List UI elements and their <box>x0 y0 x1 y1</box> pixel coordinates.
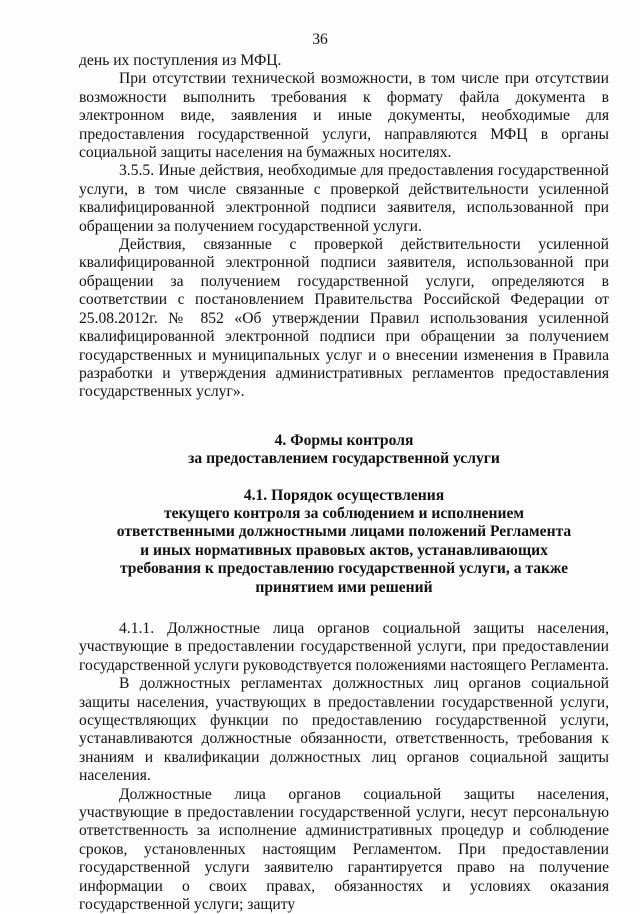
section-4-1-body <box>79 620 609 914</box>
section-heading <box>79 432 609 469</box>
paragraph-job-regulations: В должностных регламентах должностных лиц органов социальной защиты населения, участвующих в предоставлении государственной услуги, осуществляющих функции по предоставлению государственной услуги, устанавливаются должностные обязанности, ответственность, требования к знаниям и квалификации должностных лиц органов социальной защиты населения. <box>79 675 609 785</box>
subsection-title-line4: и иных нормативных правовых актов, устанавливающих <box>140 541 548 559</box>
document-body <box>79 52 609 914</box>
paragraph-signature-check: Действия, связанные с проверкой действительности усиленной квалифицированной электронной подписи заявителя, использованной при обращении за получением государственной услуги, определяются в соответствии с постановлением Правительства Российской Федерации от 25.08.2012г. № 852 «Об утверждении Правил использования усиленной квалифицированной электронной подписи при обращении за получением государственных и муниципальных услуг и о внесении изменения в Правила разработки и утверждения административных регламентов предоставления государственных услуг». <box>79 236 609 401</box>
subsection-title-line1: 4.1. Порядок осуществления <box>243 486 445 504</box>
subsection-title-line5: требования к предоставлению государственной услуги, а также <box>119 560 569 578</box>
paragraph-personal-responsibility: Должностные лица органов социальной защиты населения, участвующие в предоставлении государственной услуги, несут персональную ответственность за исполнение административных процедур и соблюдение сроков, установленных настоящим Регламентом. При предоставлении государственной услуги заявителю гарантируется право на получение информации о своих правах, обязанностях и условиях оказания государственной услуги; защиту <box>79 785 609 914</box>
paragraph-3-5-5: 3.5.5. Иные действия, необходимые для предоставления государственной услуги, в том числе связанные с проверкой действительности усиленной квалифицированной электронной подписи заявителя, использованной при обращении за получением государственной услуги. <box>79 162 609 235</box>
subsection-title-line3: ответственными должностными лицами положений Регламента <box>116 523 572 541</box>
section-title-line1: 4. Формы контроля <box>274 431 414 449</box>
paragraph-continuation: день их поступления из МФЦ. <box>79 52 282 69</box>
subsection-title-line2: текущего контроля за соблюдением и исполнением <box>164 504 524 522</box>
section-title-line2: за предоставлением государственной услуги <box>188 450 500 468</box>
paragraph-4-1-1: 4.1.1. Должностные лица органов социальной защиты населения, участвующие в предоставлении государственной услуги, при предоставлении государственной услуги руководствуется положениями настоящего Регламента. <box>79 619 609 674</box>
subsection-heading <box>79 487 609 597</box>
paragraph-no-technical-capability: При отсутствии технической возможности, в том числе при отсутствии возможности выполнить требования к формату файла документа в электронном виде, заявления и иные документы, необходимые для предоставления государственной услуги, направляются МФЦ в органы социальной защиты населения на бумажных носителях. <box>79 70 609 162</box>
subsection-title-line6: принятием ими решений <box>255 578 433 596</box>
page-number: 36 <box>312 31 328 48</box>
